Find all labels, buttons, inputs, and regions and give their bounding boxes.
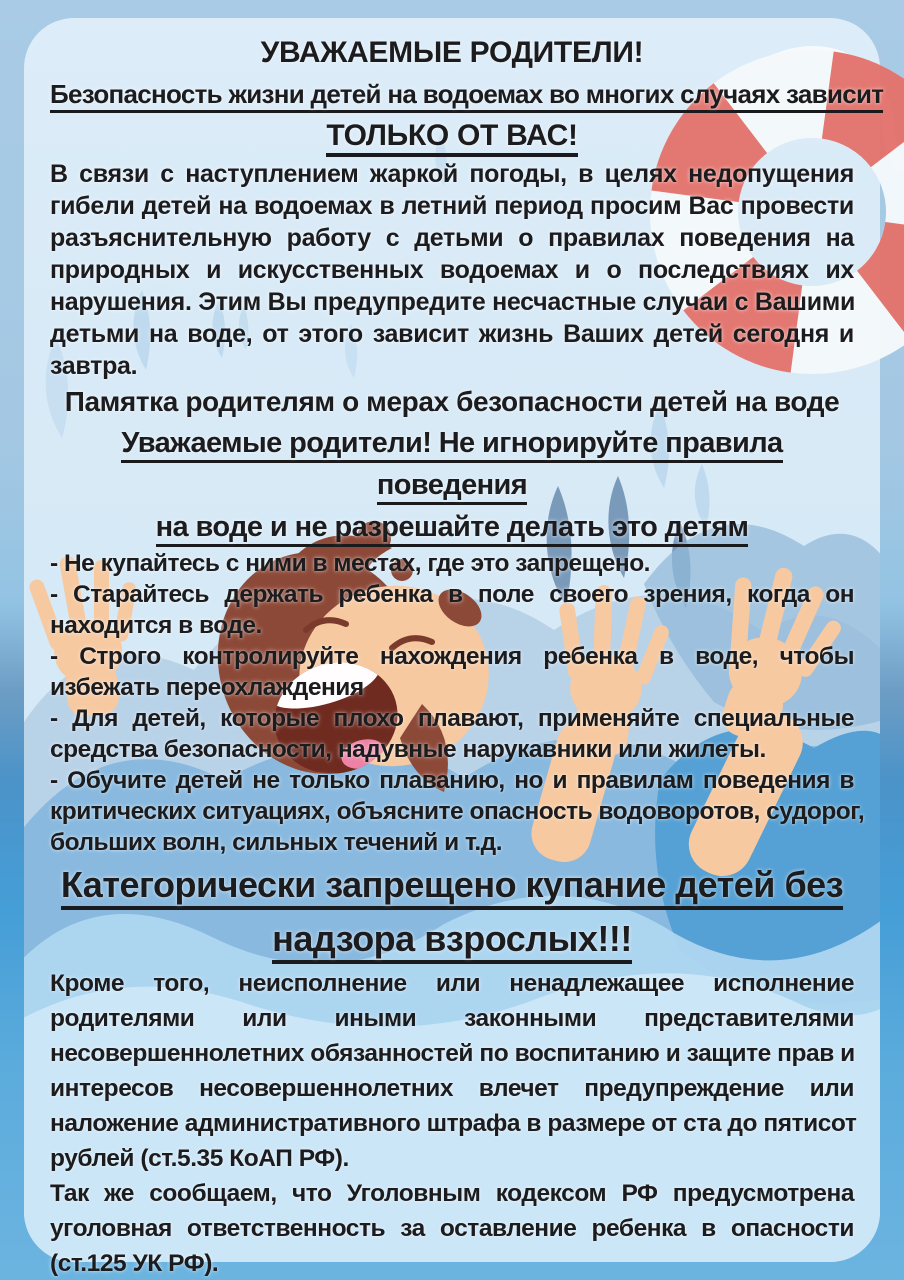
text-line: нарушения. Этим Вы предупредите несчастные случаи с Вашими [50, 288, 856, 316]
memo-subtitle-line1: Уважаемые родители! Не игнорируйте правила поведения [50, 422, 854, 506]
legal-paragraph-uk [50, 1176, 854, 1280]
rule-item [50, 579, 854, 641]
text-line: - Для детей, которые плохо плавают, применяйте специальные [50, 705, 854, 732]
intro-paragraph [50, 158, 854, 382]
text-line: Кроме того, неисполнение или ненадлежащее исполнение [50, 970, 854, 997]
text-line: несовершеннолетних обязанностей по воспитанию и защите прав и [50, 1040, 855, 1067]
text-line: - Строго контролируйте нахождения ребенка в воде, чтобы [50, 643, 854, 670]
text-line: находится в воде. [50, 612, 262, 639]
text-line: избежать переохлаждения [50, 674, 364, 701]
rule-item [50, 703, 854, 765]
text-line: интересов несовершеннолетних влечет предупреждение или [50, 1075, 854, 1102]
memo-subtitle-line2: на воде и не разрешайте делать это детям [50, 506, 854, 548]
only-from-you-line: ТОЛЬКО ОТ ВАС! [50, 114, 854, 158]
warning-heading-line1: Категорически запрещено купание детей без [50, 858, 854, 912]
legal-paragraph-koap [50, 966, 857, 1176]
text-line: средства безопасности, надувные нарукавники или жилеты. [50, 736, 766, 763]
text-line: родителями или иными законными представителями [50, 1005, 854, 1032]
text-line: завтра. [50, 352, 138, 380]
text-line: (ст.125 УК РФ). [50, 1250, 219, 1277]
rule-item [50, 765, 865, 858]
text-line: природных и искусственных водоемах и о последствиях их [50, 256, 854, 284]
memo-title: Памятка родителям о мерах безопасности детей на воде [64, 386, 840, 417]
text-line: критических ситуациях, объясните опасность водоворотов, судорог, [50, 798, 865, 825]
text-line: - Старайтесь держать ребенка в поле своего зрения, когда он [50, 581, 854, 608]
text-line: детьми на воде, от этого зависит жизнь Ваших детей сегодня и [50, 320, 854, 348]
text-line: В связи с наступлением жаркой погоды, в целях недопущения [50, 160, 854, 188]
warning-heading [50, 858, 854, 966]
text-line: разъяснительную работу с детьми о правилах поведения на [50, 224, 854, 252]
text-line: наложение административного штрафа в размере от ста до пятисот [50, 1110, 857, 1137]
warning-heading-line2: надзора взрослых!!! [50, 912, 854, 966]
text-line: - Обучите детей не только плаванию, но и правилам поведения в [50, 767, 854, 794]
text-line: больших волн, сильных течений и т.д. [50, 829, 503, 856]
rule-item [50, 641, 854, 703]
text-line: рублей (ст.5.35 КоАП РФ). [50, 1145, 349, 1172]
text-line: Так же сообщаем, что Уголовным кодексом РФ предусмотрена [50, 1180, 854, 1207]
rules-list [50, 548, 865, 858]
text-line: уголовная ответственность за оставление ребенка в опасности [50, 1215, 854, 1242]
main-title: УВАЖАЕМЫЕ РОДИТЕЛИ! [260, 36, 644, 69]
rule-item [50, 548, 854, 579]
safety-subtitle: Безопасность жизни детей на водоемах во многих случаях зависит [50, 74, 854, 114]
text-line: - Не купайтесь с ними в местах, где это запрещено. [50, 550, 650, 577]
memo-text [24, 18, 884, 1280]
text-line: гибели детей на водоемах в летний период просим Вас провести [50, 192, 854, 220]
